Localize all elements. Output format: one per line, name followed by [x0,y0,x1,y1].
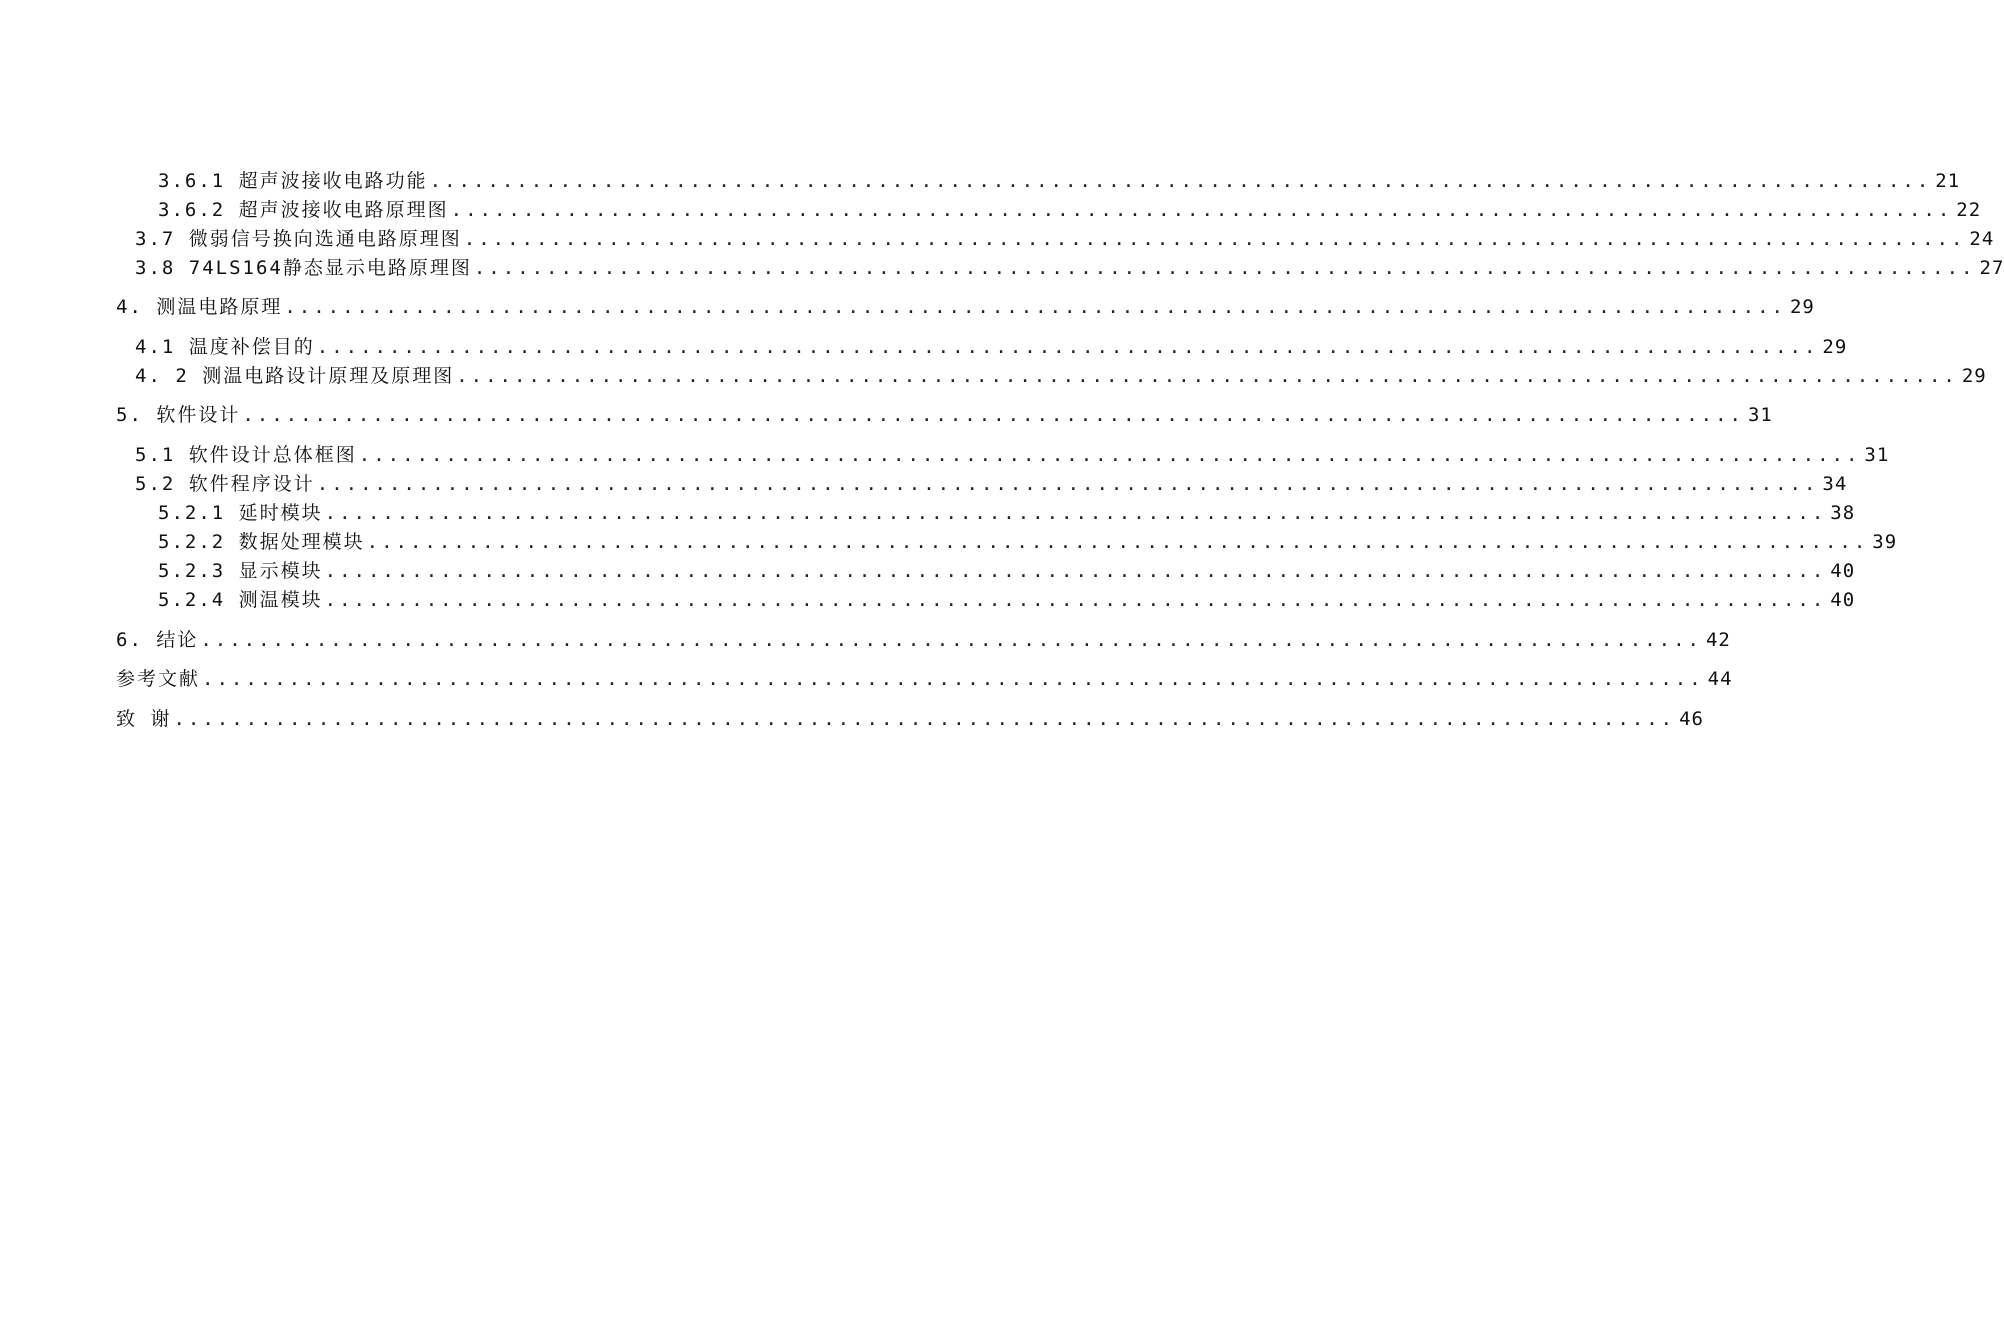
toc-dot-leader: ........................................................................................................ [366,531,1869,553]
toc-entry-5-2[interactable] [135,469,1848,495]
toc-entry-title: 5.2.2 数据处理模块 [158,531,365,553]
toc-entry-references[interactable] [116,664,1733,690]
toc-dot-leader: ........................................................................................................ [284,296,1786,318]
toc-entry-page: 38 [1830,502,1856,524]
toc-dot-leader: ........................................................................................................ [358,444,1861,466]
toc-entry-5-2-2[interactable] [158,527,1898,553]
toc-entry-page: 27 [1979,257,2004,279]
toc-entry-5-2-1[interactable] [158,498,1856,524]
toc-dot-leader: ........................................................................................................ [324,502,1827,524]
toc-entry-title: 5.2 软件程序设计 [135,473,315,495]
toc-entry-page: 31 [1747,404,1773,426]
toc-dot-leader: ........................................................................................................ [173,708,1676,730]
toc-dot-leader: ........................................................................................................ [324,560,1827,582]
toc-entry-page: 29 [1961,365,1987,387]
toc-entry-acknowledgements[interactable] [116,704,1704,730]
toc-dot-leader: ........................................................................................................ [242,404,1744,426]
toc-entry-4-2[interactable] [135,361,1987,387]
toc-entry-3-8[interactable] [135,253,2004,279]
toc-entry-title: 3.6.2 超声波接收电路原理图 [158,199,449,221]
toc-dot-leader: ........................................................................................................ [456,365,1958,387]
toc-entry-title: 5.1 软件设计总体框图 [135,444,357,466]
toc-dot-leader: ........................................................................................................ [324,589,1827,611]
toc-entry-page: 29 [1822,336,1848,358]
toc-entry-page: 40 [1830,560,1856,582]
toc-entry-title: 4. 2 测温电路设计原理及原理图 [135,365,455,387]
toc-entry-title: 4. 测温电路原理 [116,296,283,318]
toc-entry-5-2-4[interactable] [158,585,1856,611]
toc-entry-page: 34 [1822,473,1848,495]
toc-entry-5[interactable] [116,400,1773,426]
toc-entry-page: 42 [1705,629,1731,651]
toc-entry-title: 6. 结论 [116,629,199,651]
toc-dot-leader: ........................................................................................................ [429,170,1932,192]
toc-entry-page: 22 [1956,199,1982,221]
toc-entry-5-2-3[interactable] [158,556,1856,582]
toc-entry-3-6-1[interactable] [158,166,1961,192]
toc-entry-title: 4.1 温度补偿目的 [135,336,315,358]
toc-dot-leader: ........................................................................................................ [200,629,1702,651]
toc-entry-title: 3.8 74LS164静态显示电路原理图 [135,257,472,279]
toc-entry-page: 31 [1864,444,1890,466]
toc-entry-6[interactable] [116,625,1731,651]
toc-entry-title: 5.2.4 测温模块 [158,589,323,611]
toc-entry-5-1[interactable] [135,440,1890,466]
toc-entry-4-1[interactable] [135,332,1848,358]
toc-entry-page: 39 [1872,531,1898,553]
toc-entry-title: 3.7 微弱信号换向选通电路原理图 [135,228,462,250]
toc-entry-page: 21 [1935,170,1961,192]
toc-dot-leader: ........................................................................................................ [450,199,1953,221]
toc-entry-page: 40 [1830,589,1856,611]
toc-entry-page: 29 [1789,296,1815,318]
toc-entry-3-6-2[interactable] [158,195,1982,221]
toc-dot-leader: ........................................................................................................ [316,336,1819,358]
toc-entry-title: 5.2.1 延时模块 [158,502,323,524]
toc-entry-page: 46 [1679,708,1704,730]
toc-entry-page: 24 [1969,228,1995,250]
toc-entry-page: 44 [1707,668,1733,690]
toc-dot-leader: ........................................................................................................ [316,473,1819,495]
toc-entry-4[interactable] [116,292,1815,318]
toc-dot-leader: ........................................................................................................ [463,228,1966,250]
toc-entry-3-7[interactable] [135,224,1995,250]
toc-entry-title: 致 谢 [116,708,172,730]
toc-entry-title: 5.2.3 显示模块 [158,560,323,582]
toc-dot-leader: ........................................................................................................ [202,668,1704,690]
toc-entry-title: 3.6.1 超声波接收电路功能 [158,170,428,192]
toc-dot-leader: ........................................................................................................ [473,257,1976,279]
toc-entry-title: 5. 软件设计 [116,404,241,426]
toc-entry-title: 参考文献 [116,668,201,690]
